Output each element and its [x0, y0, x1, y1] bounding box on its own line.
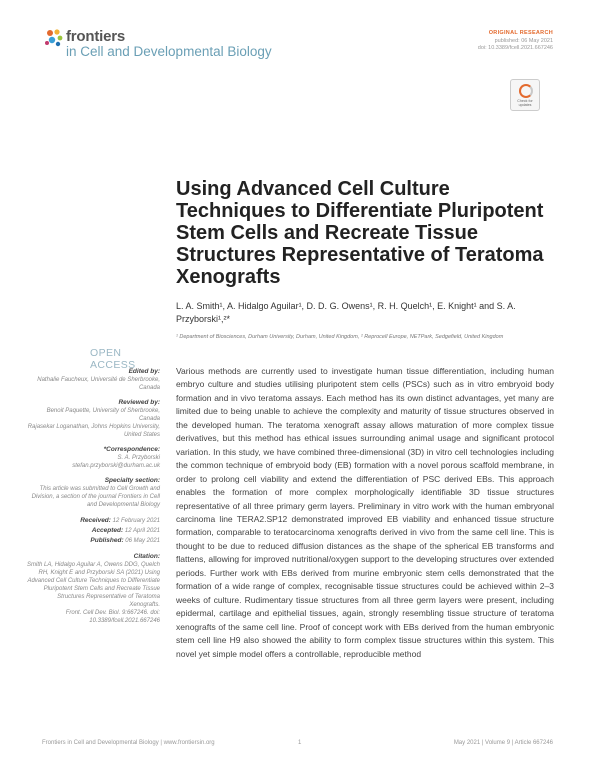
correspondence-heading: *Correspondence: — [103, 446, 160, 453]
published-heading: Published: — [90, 537, 124, 544]
reviewer-2: Rajasekar Loganathan, Johns Hopkins University, United States — [27, 424, 160, 438]
published-date: published: 06 May 2021 — [494, 37, 553, 44]
citation-heading: Citation: — [133, 553, 160, 560]
open-access-label: OPEN ACCESS — [90, 347, 136, 371]
check-updates-button[interactable] — [510, 79, 540, 111]
specialty-heading: Specialty section: — [104, 477, 160, 484]
citation-text: Smith LA, Hidalgo Aguilar A, Owens DDG, Quelch RH, Knight E and Przyborski SA (2021) Using Advanced Cell Culture Techniques to Differentiate Pluripotent Stem Cells and Recreate Tissue Structures Representative of Teratoma Xenografts. — [27, 562, 160, 608]
accepted-heading: Accepted: — [91, 527, 124, 534]
journal-name: in Cell and Developmental Biology — [66, 44, 272, 59]
specialty-section: This article was submitted to Cell Growth and Division, a section of the journal Frontiers in Cell and Developmental Biology — [31, 486, 160, 508]
correspondence-name: S. A. Przyborski — [117, 455, 160, 461]
reviewer-1: Benoit Paquette, University of Sherbrooke, Canada — [46, 408, 160, 422]
edited-by-heading: Edited by: — [128, 368, 160, 375]
published-side-date: 06 May 2021 — [125, 538, 160, 544]
check-updates-label: Check for updates — [517, 99, 533, 107]
article-meta — [478, 30, 553, 53]
correspondence-email[interactable]: stefan.przyborski@durham.ac.uk — [72, 463, 160, 469]
footer-journal[interactable]: Frontiers in Cell and Developmental Biology | www.frontiersin.org — [42, 740, 215, 746]
affiliations: ¹ Department of Biosciences, Durham University, Durham, United Kingdom, ² Reprocell Europe, NETPark, Sedgefield, United Kingdom — [176, 334, 504, 340]
frontiers-logo-icon — [42, 26, 66, 50]
editor: Nathalie Faucheux, Université de Sherbrooke, Canada — [37, 377, 160, 391]
sidebar — [26, 368, 160, 632]
page-number: 1 — [298, 740, 302, 746]
article-title: Using Advanced Cell Culture Techniques to Differentiate Pluripotent Stem Cells and Recreate Tissue Structures Representative of Teratoma Xenografts — [176, 178, 544, 288]
citation-ref: Front. Cell Dev. Biol. 9:667246. doi: 10.3389/fcell.2021.667246 — [65, 610, 160, 624]
received-date: 12 February 2021 — [112, 518, 160, 524]
reviewed-by-heading: Reviewed by: — [118, 399, 160, 406]
received-heading: Received: — [80, 517, 111, 524]
doi-link[interactable]: doi: 10.3389/fcell.2021.667246 — [477, 45, 553, 51]
footer-issue: May 2021 | Volume 9 | Article 667246 — [453, 740, 553, 746]
accepted-date: 12 April 2021 — [124, 528, 160, 534]
article-type: ORIGINAL RESEARCH — [488, 30, 553, 36]
author-list: L. A. Smith¹, A. Hidalgo Aguilar¹, D. D. G. Owens¹, R. H. Quelch¹, E. Knight¹ and S. A. Przyborski¹,²* — [176, 301, 516, 324]
brand-name: frontiers — [66, 28, 126, 45]
abstract: Various methods are currently used to investigate human tissue differentiation, including human embryo culture and studies utilising pluripotent stem cells (PSCs) such as in vitro embryoid body formation and in vivo teratoma assays. Each method has its own distinct advantages, yet many are limited due to being unable to achieve the complexity and maturity of tissue structures observed in the developed human. The teratoma xenograft assay allows maturation of more complex tissue derivatives, but this method has ethical issues surrounding animal usage and significant protocol variation. In this study, we have combined three-dimensional (3D) in vitro cell technologies including the common technique of embryoid body (EB) formation with a novel porous scaffold membrane, in order to prolong cell viability and extend the differentiation of PSC derived EBs. This approach enables the formation of more complex morphologically identifiable 3D tissue structures representative of all three primary germ layers. Preliminary in vitro work with the human embryonal carcinoma line TERA2.SP12 demonstrated improved EB viability and enhanced tissue structure formation, comparable to teratocarcinoma xenografts derived in vivo from the same cell line. This is thought to be due to reduced diffusion distances as the shape of the spherical EB transforms and flattens, allowing for improved nutritional/oxygen support to the developing structures over extended periods. Further work with EBs derived from murine embryonic stem cells demonstrated that the formation of a wide range of complex, recognisable tissue structures could be achieved within 2–3 weeks of culture. Rudimentary tissue structures from all three germ layers were present, including epidermal, cartilage and epithelial tissues, again, strongly resembling tissue structure of teratoma xenografts of the same cell line. Proof of concept work with EBs derived from the human embryonic stem cell line H9 also showed the ability to form complex tissue structures within this system. This novel yet simple model offers a controllable, reproducible method — [176, 366, 554, 659]
check-updates-icon — [519, 84, 533, 98]
